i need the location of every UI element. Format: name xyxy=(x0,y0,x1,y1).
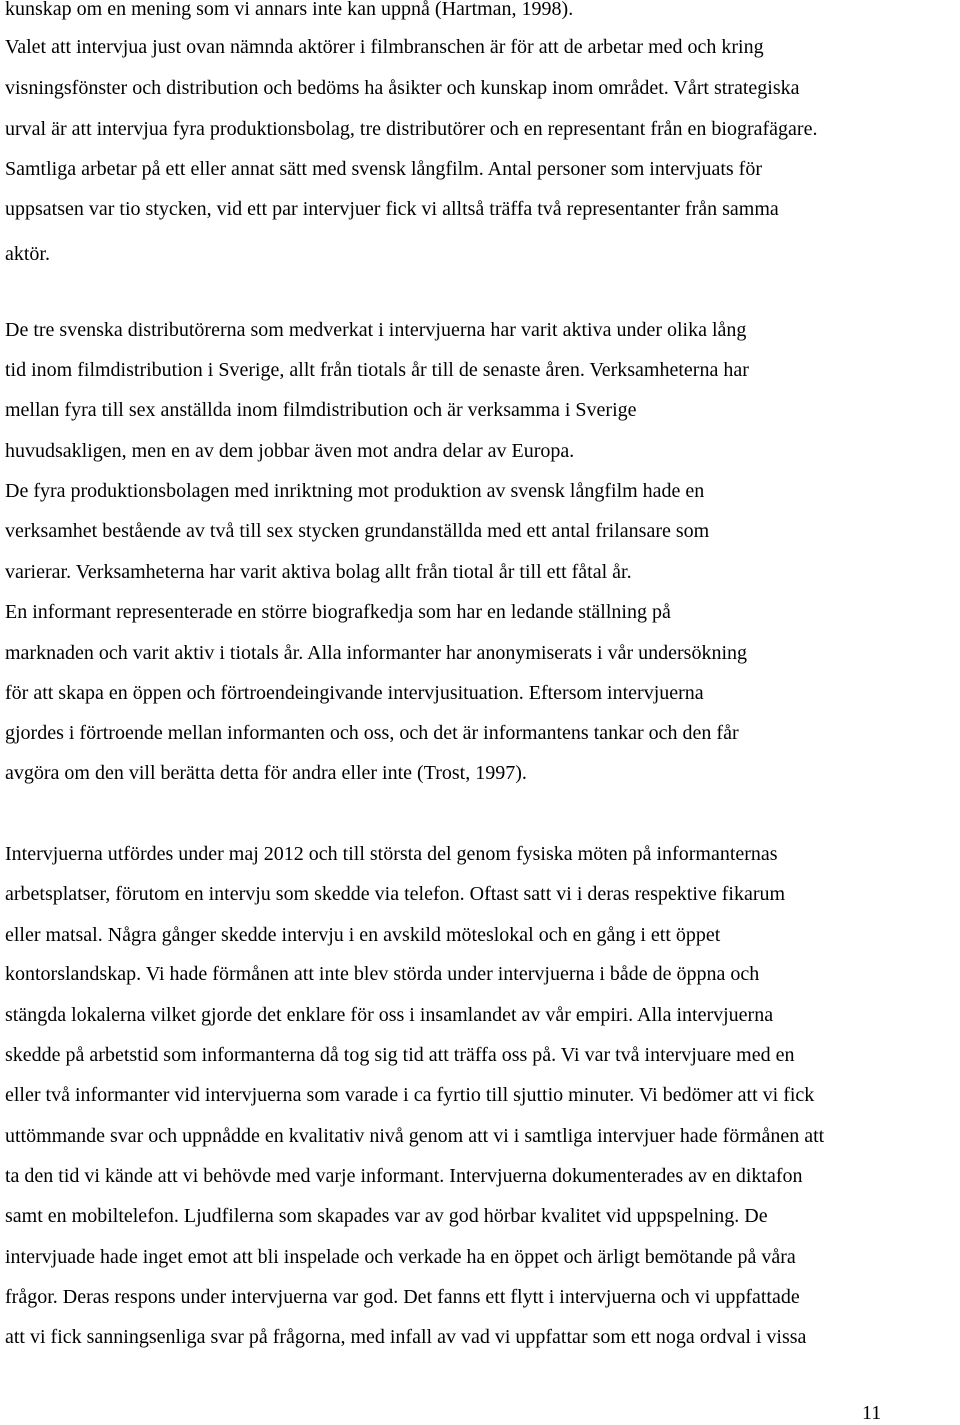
text-line: marknaden och varit aktiv i tiotals år. Alla informanter har anonymiserats i vår undersökning xyxy=(5,642,748,664)
text-line: tid inom filmdistribution i Sverige, allt från tiotals år till de senaste åren. Verksamheterna har xyxy=(5,359,749,381)
text-line: för att skapa en öppen och förtroendeingivande intervjusituation. Eftersom intervjuerna xyxy=(5,682,704,704)
text-line: arbetsplatser, förutom en intervju som skedde via telefon. Oftast satt vi i deras respektive fikarum xyxy=(5,883,786,905)
text-line: mellan fyra till sex anställda inom filmdistribution och är verksamma i Sverige xyxy=(5,399,637,421)
text-line: kunskap om en mening som vi annars inte kan uppnå (Hartman, 1998). xyxy=(5,0,574,20)
text-line: ta den tid vi kände att vi behövde med varje informant. Intervjuerna dokumenterades av en diktafon xyxy=(5,1165,803,1187)
text-line: huvudsakligen, men en av dem jobbar även mot andra delar av Europa. xyxy=(5,440,575,462)
text-line: skedde på arbetstid som informanterna då tog sig tid att träffa oss på. Vi var två intervjuare med en xyxy=(5,1044,795,1066)
text-line: intervjuade hade inget emot att bli inspelade och verkade ha en öppet och ärligt bemötande på våra xyxy=(5,1246,796,1268)
text-line: De tre svenska distributörerna som medverkat i intervjuerna har varit aktiva under olika lång xyxy=(5,319,747,341)
text-line: avgöra om den vill berätta detta för andra eller inte (Trost, 1997). xyxy=(5,762,527,784)
text-line: gjordes i förtroende mellan informanten och oss, och det är informantens tankar och den får xyxy=(5,722,739,744)
text-line: En informant representerade en större biografkedja som har en ledande ställning på xyxy=(5,601,671,623)
text-line: Valet att intervjua just ovan nämnda aktörer i filmbranschen är för att de arbetar med och kring xyxy=(5,36,764,58)
text-line: samt en mobiltelefon. Ljudfilerna som skapades var av god hörbar kvalitet vid uppspelning. De xyxy=(5,1205,768,1227)
text-line: kontorslandskap. Vi hade förmånen att inte blev störda under intervjuerna i både de öppna och xyxy=(5,963,760,985)
text-line: urval är att intervjua fyra produktionsbolag, tre distributörer och en representant från en biografägare. xyxy=(5,118,818,140)
text-line: att vi fick sanningsenliga svar på frågorna, med infall av vad vi uppfattar som ett noga ordval i vissa xyxy=(5,1326,807,1348)
text-line: frågor. Deras respons under intervjuerna var god. Det fanns ett flytt i intervjuerna och vi uppfattade xyxy=(5,1286,800,1308)
text-line: Intervjuerna utfördes under maj 2012 och till största del genom fysiska möten på informanternas xyxy=(5,843,778,865)
text-line: eller matsal. Några gånger skedde intervju i en avskild möteslokal och en gång i ett öppet xyxy=(5,924,721,946)
text-line: visningsfönster och distribution och bedöms ha åsikter och kunskap inom området. Vårt strategiska xyxy=(5,77,800,99)
text-line: uttömmande svar och uppnådde en kvalitativ nivå genom att vi i samtliga intervjuer hade förmånen att xyxy=(5,1125,825,1147)
text-line: De fyra produktionsbolagen med inriktning mot produktion av svensk långfilm hade en xyxy=(5,480,705,502)
page-number: 11 xyxy=(862,1402,882,1424)
text-line: stängda lokalerna vilket gjorde det enklare för oss i insamlandet av vår empiri. Alla intervjuerna xyxy=(5,1004,774,1026)
text-line: Samtliga arbetar på ett eller annat sätt med svensk långfilm. Antal personer som intervjuats för xyxy=(5,158,763,180)
text-line: eller två informanter vid intervjuerna som varade i ca fyrtio till sjuttio minuter. Vi bedömer att vi fick xyxy=(5,1084,815,1106)
text-line: uppsatsen var tio stycken, vid ett par intervjuer fick vi alltså träffa två representanter från samma xyxy=(5,198,779,220)
text-line: aktör. xyxy=(5,243,50,265)
text-line: varierar. Verksamheterna har varit aktiva bolag allt från tiotal år till ett fåtal år. xyxy=(5,561,632,583)
text-line: verksamhet bestående av två till sex stycken grundanställda med ett antal frilansare som xyxy=(5,520,710,542)
